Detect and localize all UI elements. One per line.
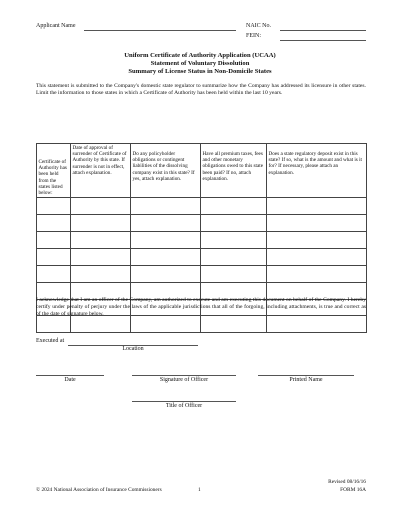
column-header-text: Have all premium taxes, fees and other monetary obligations owed to this state been paid? If no, attach explanation.: [202, 151, 264, 182]
column-header: [267, 144, 367, 198]
form-subtitle: Statement of Voluntary Dissolution: [150, 60, 250, 67]
table-cell[interactable]: [71, 198, 131, 215]
table-row: [37, 232, 367, 249]
table-cell[interactable]: [201, 265, 267, 282]
table-cell[interactable]: [267, 198, 367, 215]
signature-field[interactable]: [132, 375, 236, 376]
table-cell[interactable]: [201, 248, 267, 265]
table-row: [37, 198, 367, 215]
table-row: [37, 215, 367, 232]
table-cell[interactable]: [37, 198, 71, 215]
column-header: [131, 144, 201, 198]
form-number: FORM 16A: [340, 487, 366, 493]
date-label: Date: [64, 377, 76, 383]
table-cell[interactable]: [267, 215, 367, 232]
table-cell[interactable]: [201, 198, 267, 215]
fein-label: FEIN:: [246, 33, 261, 39]
title-of-officer-field[interactable]: [132, 401, 236, 402]
naic-field[interactable]: [280, 30, 366, 31]
table-cell[interactable]: [131, 248, 201, 265]
applicant-name-label: Applicant Name: [36, 23, 76, 29]
table-cell[interactable]: [267, 248, 367, 265]
table-cell[interactable]: [37, 215, 71, 232]
table-cell[interactable]: [37, 248, 71, 265]
table-header-row: [37, 144, 367, 198]
acknowledgement-paragraph: I acknowledge that I am an officer of the Company, am authorized to execute and am executing this document on behalf of the Company. I hereby certify under penalty of perjury under the laws of the applicable jurisdictions that all of the forgoing, including attachments, is true and correct as of the date of signature below.: [36, 297, 366, 318]
column-header-text: Do any policyholder obligations or contingent liabilities of the dissolving company exist in this state? If yes, attach explanation.: [132, 151, 195, 182]
applicant-name-field[interactable]: [84, 30, 236, 31]
revised-date: Revised 08/16/16: [328, 479, 366, 485]
signature-label: Signature of Officer: [159, 377, 209, 383]
table-cell[interactable]: [267, 232, 367, 249]
copyright-notice: © 2024 National Association of Insurance Commissioners: [36, 487, 162, 493]
table-cell[interactable]: [71, 265, 131, 282]
column-header: [37, 144, 71, 198]
table-cell[interactable]: [131, 232, 201, 249]
column-header: [201, 144, 267, 198]
executed-at-label: Executed at: [36, 338, 65, 344]
location-label: Location: [122, 346, 144, 352]
table-cell[interactable]: [201, 232, 267, 249]
table-cell[interactable]: [267, 265, 367, 282]
column-header-text: Certificate of Authority has been held from the states listed below:: [38, 159, 67, 197]
column-header-text: Date of approval of surrender of Certificate of Authority by this state. If surrender is not in effect, attach explanation.: [72, 145, 127, 176]
form-title: Uniform Certificate of Authority Application (UCAA): [124, 52, 276, 59]
column-header: [71, 144, 131, 198]
table-cell[interactable]: [131, 198, 201, 215]
printed-name-label: Printed Name: [289, 377, 323, 383]
table-row: [37, 248, 367, 265]
naic-label: NAIC No.: [246, 23, 271, 29]
table-cell[interactable]: [131, 265, 201, 282]
form-section-title: Summary of License Status in Non-Domicile States: [128, 68, 272, 75]
intro-paragraph: This statement is submitted to the Company's domestic state regulator to summarize how the Company has addressed its licensure in other states. Limit the information to those states in which a Certificate of Authority has been held within the last 10 years.: [36, 83, 366, 97]
page-number: 1: [198, 487, 201, 493]
table-cell[interactable]: [201, 215, 267, 232]
table-cell[interactable]: [37, 232, 71, 249]
printed-name-field[interactable]: [258, 375, 354, 376]
title-of-officer-label: Title of Officer: [165, 403, 203, 409]
fein-field[interactable]: [280, 40, 366, 41]
table-row: [37, 265, 367, 282]
table-cell[interactable]: [131, 215, 201, 232]
date-field[interactable]: [36, 375, 104, 376]
column-header-text: Does a state regulatory deposit exist in this state? If so, what is the amount and what is it for? If necessary, please attach an explanation.: [268, 151, 362, 176]
table-cell[interactable]: [71, 248, 131, 265]
table-cell[interactable]: [37, 265, 71, 282]
table-cell[interactable]: [71, 215, 131, 232]
table-cell[interactable]: [71, 232, 131, 249]
